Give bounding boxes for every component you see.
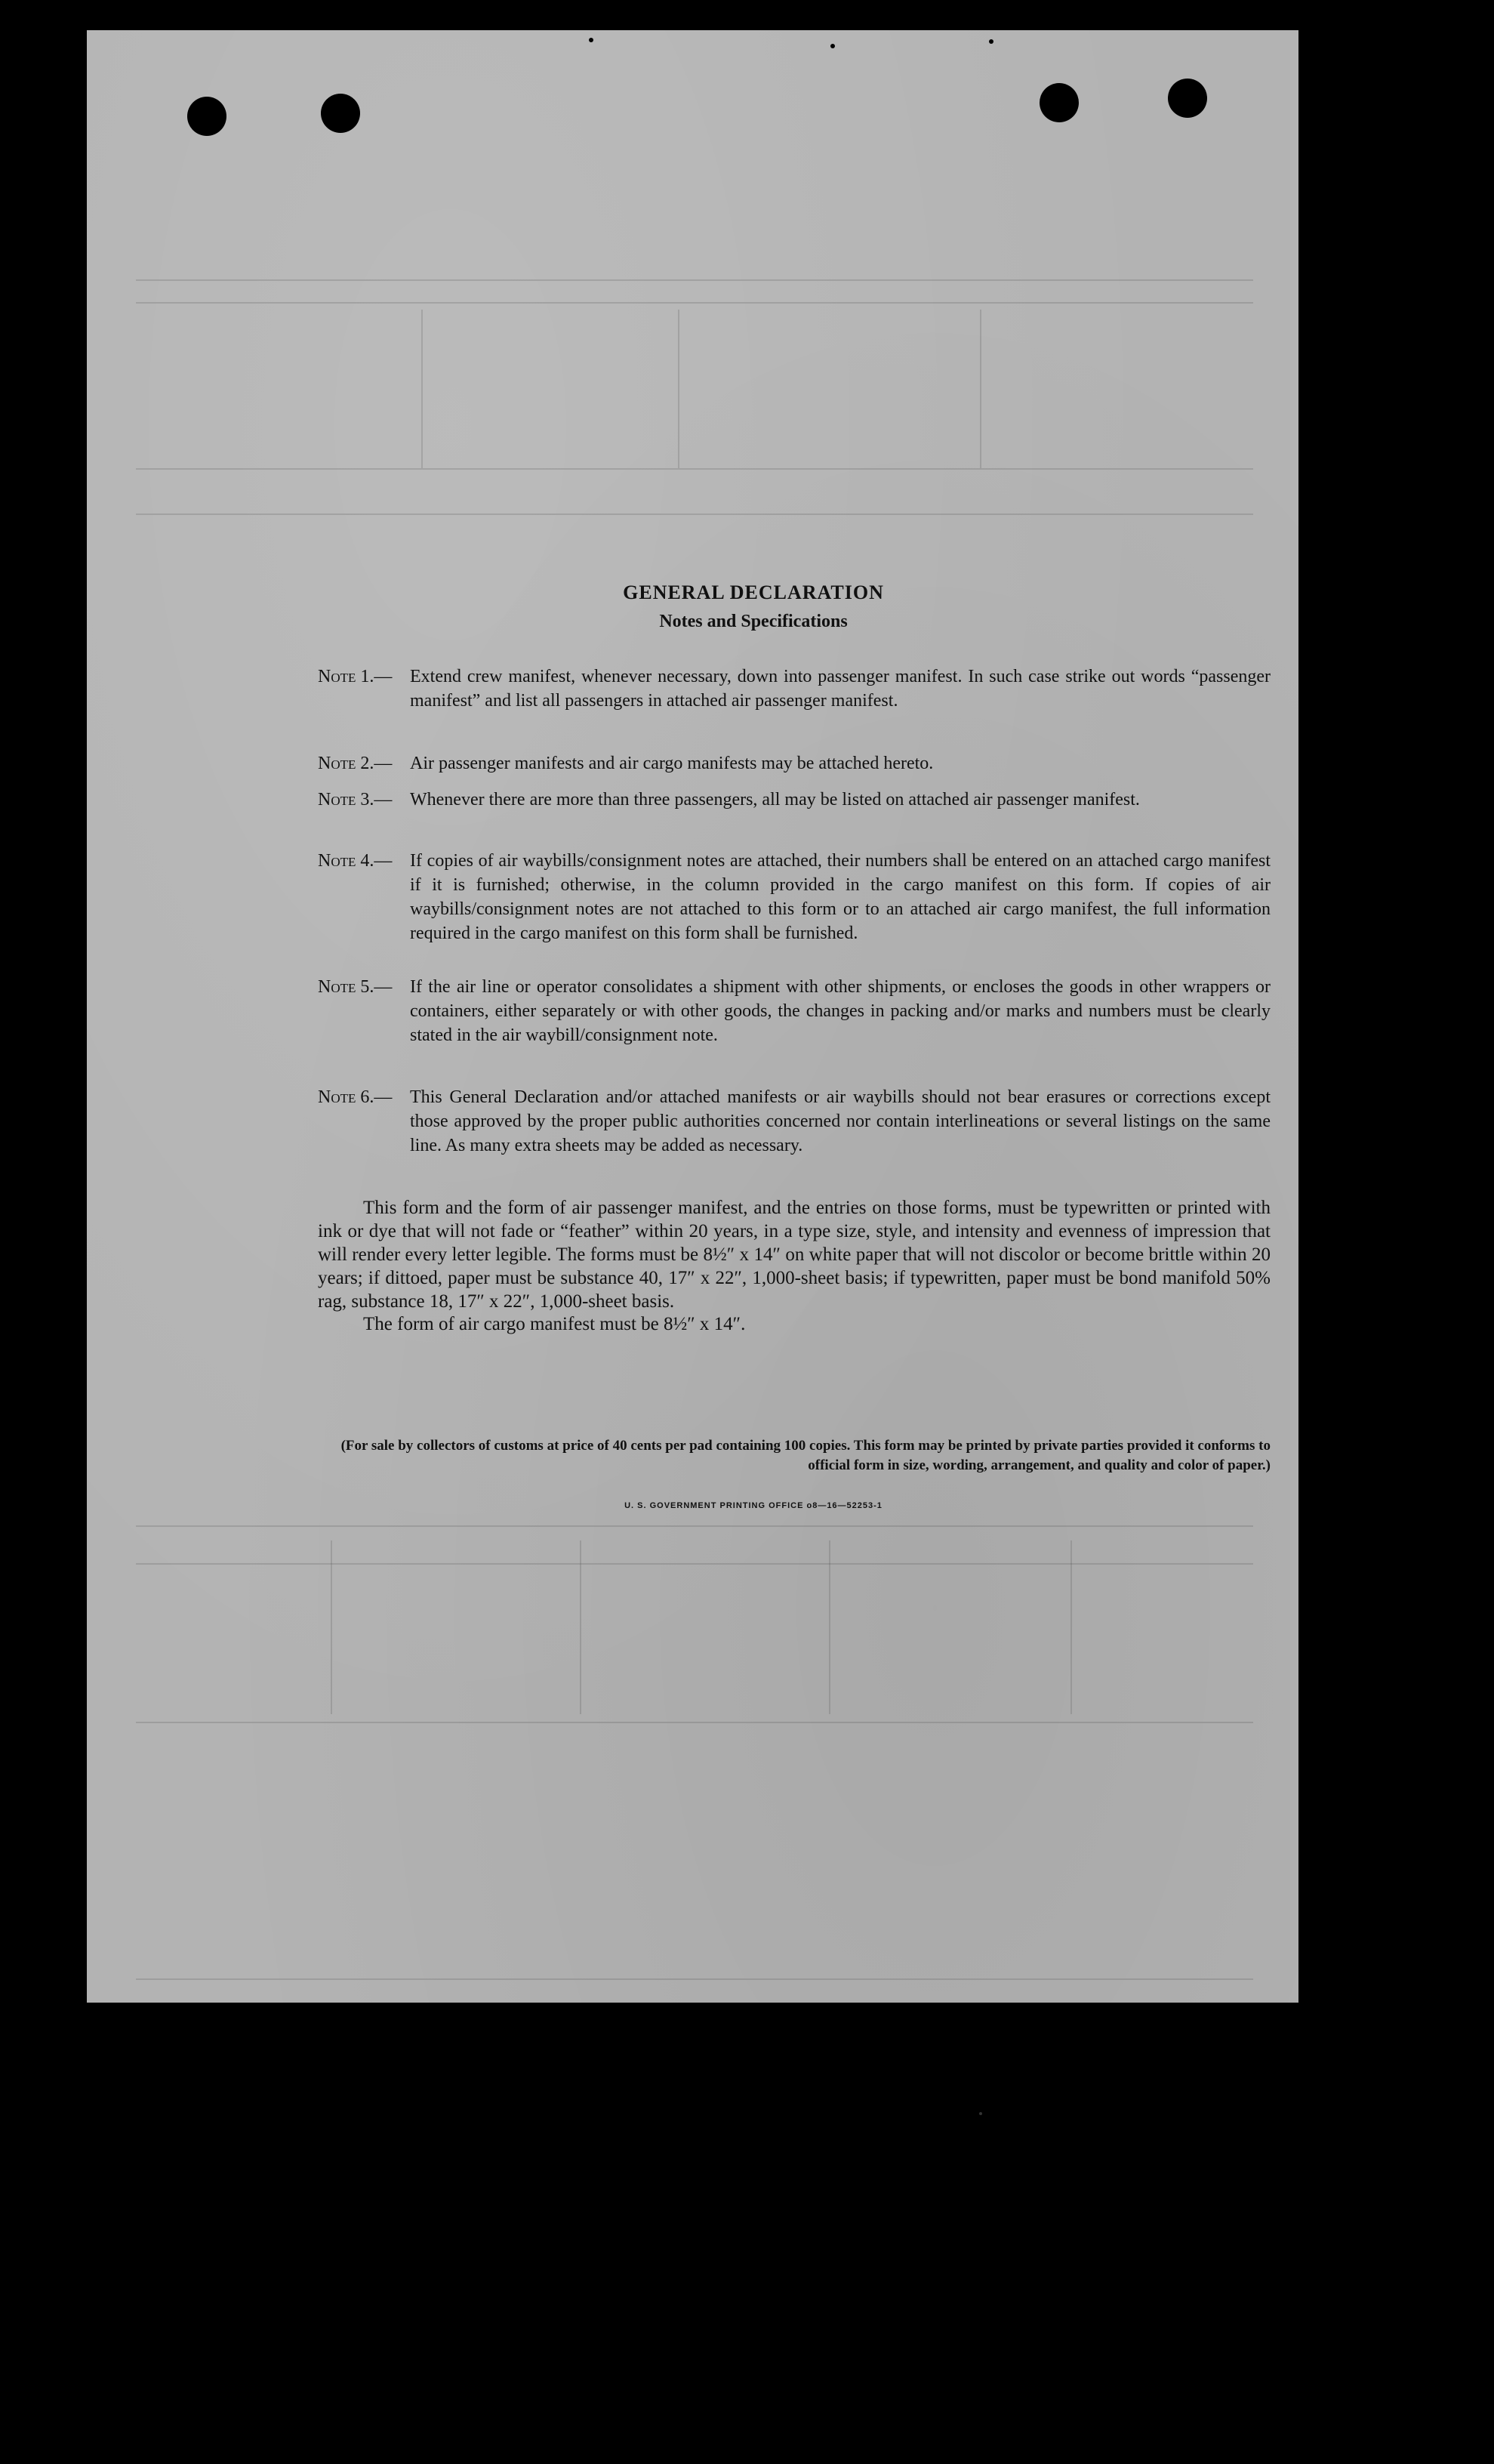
page-subtitle: Notes and Specifications — [659, 612, 848, 631]
note-label: Note 6.— — [318, 1087, 393, 1107]
page-title: GENERAL DECLARATION — [623, 581, 884, 603]
note-label: Note 1.— — [318, 667, 393, 686]
note-label: Note 2.— — [318, 754, 393, 773]
scan-speck — [830, 44, 835, 48]
note-text: Air passenger manifests and air cargo manifests may be attached hereto. — [410, 754, 934, 773]
scan-speck — [979, 2112, 982, 2115]
note-text: Whenever there are more than three passengers, all may be listed on attached air passenger manifest. — [410, 790, 1140, 810]
note-1 — [318, 665, 1271, 713]
note-6 — [318, 1085, 1271, 1158]
note-text: This General Declaration and/or attached manifests or air waybills should not bear erasures or corrections except those approved by the proper public authorities concerned nor contain interlineations or several listings on the same line. As many extra sheets may be added as necessary. — [410, 1087, 1271, 1155]
cargo-size-line: The form of air cargo manifest must be 8½″ x 14″. — [363, 1314, 746, 1334]
note-3 — [318, 788, 1271, 812]
scan-speck — [589, 38, 593, 42]
sale-notice: (For sale by collectors of customs at price of 40 cents per pad containing 100 copies. This form may be printed by private parties provided it conforms to official form in size, wording, arrangement, and quality and color of paper.) — [340, 1438, 1271, 1473]
note-label: Note 5.— — [318, 977, 393, 997]
note-2 — [318, 751, 1271, 776]
printer-line: U. S. GOVERNMENT PRINTING OFFICE o8—16—52253-1 — [624, 1501, 883, 1510]
note-5 — [318, 975, 1271, 1047]
document-page — [87, 30, 1298, 2003]
note-4 — [318, 849, 1271, 945]
specification-paragraph: This form and the form of air passenger manifest, and the entries on those forms, must be typewritten or printed with ink or dye that will not fade or “feather” within 20 years, in a type size, style, and intensity and evenness of impression that will render every letter legible. The forms must be 8½″ x 14″ on white paper that will not discolor or become brittle within 20 years; if dittoed, paper must be substance 40, 17″ x 22″, 1,000-sheet basis; if typewritten, paper must be bond manifold 50% rag, substance 18, 17″ x 22″, 1,000-sheet basis. — [318, 1198, 1271, 1312]
note-text: If the air line or operator consolidates a shipment with other shipments, or encloses the goods in other wrappers or containers, either separately or with other goods, the changes in packing and/or marks and numbers must be clearly stated in the air waybill/consignment note. — [410, 977, 1271, 1045]
scan-speck — [989, 39, 993, 44]
note-text: If copies of air waybills/consignment notes are attached, their numbers shall be entered on an attached cargo manifest if it is furnished; otherwise, in the column provided in the cargo manifest on this form. If copies of air waybills/consignment notes are not attached to this form or to an attached air cargo manifest, the full information required in the cargo manifest on this form shall be furnished. — [410, 851, 1271, 943]
note-label: Note 3.— — [318, 790, 393, 810]
note-text: Extend crew manifest, whenever necessary, down into passenger manifest. In such case strike out words “passenger manifest” and list all passengers in attached air passenger manifest. — [410, 667, 1271, 711]
note-label: Note 4.— — [318, 851, 393, 871]
